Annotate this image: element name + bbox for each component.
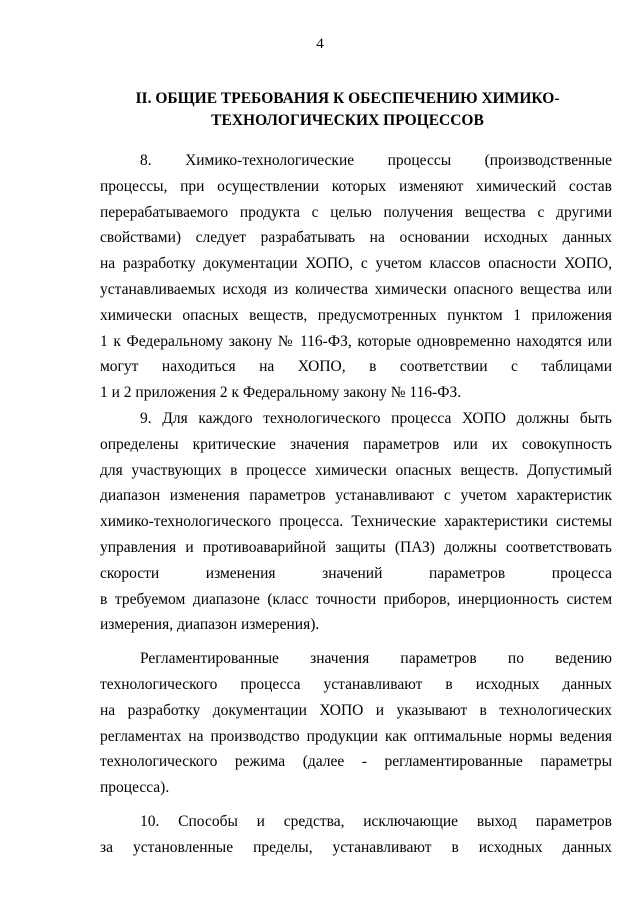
text-line: 9. Для каждого технологического процесса ХОПО должны быть xyxy=(140,409,612,427)
text-line: на разработку документации ХОПО и указывают в технологических xyxy=(100,701,612,719)
text-line: процесса). xyxy=(100,779,170,797)
page-number: 4 xyxy=(316,36,324,52)
text-line: регламентах на производство продукции как оптимальные нормы ведения xyxy=(100,727,612,745)
text-line: 10. Способы и средства, исключающие выход параметров xyxy=(140,812,612,830)
paragraph-9 xyxy=(100,406,612,638)
text-line: в требуемом диапазоне (класс точности приборов, инерционность систем xyxy=(100,590,612,608)
text-line: технологического процесса устанавливают в исходных данных xyxy=(100,675,612,693)
text-line: скорости изменения значений параметров процесса xyxy=(100,564,612,582)
document-body xyxy=(100,148,612,861)
text-line: Регламентированные значения параметров по ведению xyxy=(140,650,612,668)
section-heading-line-1: II. ОБЩИЕ ТРЕБОВАНИЯ К ОБЕСПЕЧЕНИЮ ХИМИКО- xyxy=(135,90,560,107)
text-line: химически опасных веществ, предусмотренных пунктом 1 приложения xyxy=(100,306,612,324)
text-line: 1 к Федеральному закону № 116-ФЗ, которые одновременно находятся или xyxy=(100,332,612,350)
text-line: 8. Химико-технологические процессы (производственные xyxy=(140,152,612,169)
text-line: устанавливаемых исходя из количества химически опасного вещества или xyxy=(100,280,612,298)
text-line: на разработку документации ХОПО, с учетом классов опасности ХОПО, xyxy=(100,255,612,273)
section-heading-line-2: ТЕХНОЛОГИЧЕСКИХ ПРОЦЕССОВ xyxy=(211,112,484,129)
text-line: для участвующих в процессе химически опасных веществ. Допустимый xyxy=(100,461,612,479)
text-line: технологического режима (далее - регламентированные параметры xyxy=(100,753,612,771)
text-line: измерения, диапазон измерения). xyxy=(100,616,320,634)
text-line: 1 и 2 приложения 2 к Федеральному закону № 116-ФЗ. xyxy=(100,384,462,402)
text-line: диапазон изменения параметров устанавливают с учетом характеристик xyxy=(100,487,612,505)
paragraph-8 xyxy=(100,148,612,406)
text-line: могут находиться на ХОПО, в соответствии с таблицами xyxy=(100,358,612,376)
text-line: перерабатываемого продукта с целью получения вещества с другими xyxy=(100,203,612,221)
text-line: химико-технологического процесса. Технические характеристики системы xyxy=(100,513,612,531)
section-heading xyxy=(100,88,595,132)
paragraph-gap xyxy=(100,801,612,809)
text-line: свойствами) следует разрабатывать на основании исходных данных xyxy=(100,229,612,247)
text-line: управления и противоаварийной защиты (ПАЗ) должны соответствовать xyxy=(100,538,612,556)
paragraph-gap xyxy=(100,638,612,646)
paragraph-10 xyxy=(100,809,612,861)
paragraph-regulated-values xyxy=(100,646,612,801)
text-line: за установленные пределы, устанавливают в исходных данных xyxy=(100,838,612,856)
text-line: определены критические значения параметров или их совокупность xyxy=(100,435,612,453)
text-line: процессы, при осуществлении которых изменяют химический состав xyxy=(100,177,612,195)
